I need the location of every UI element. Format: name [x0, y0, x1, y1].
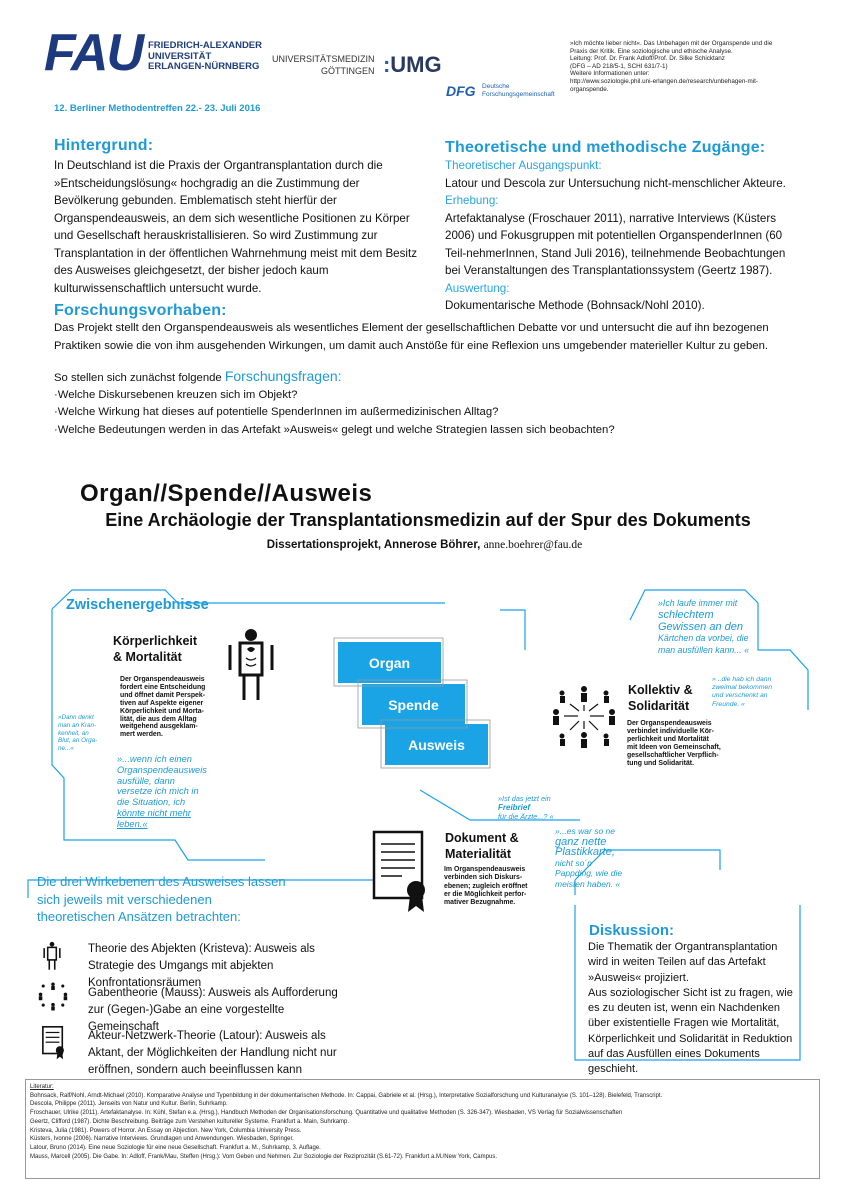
lit-item: Küsters, Ivonne (2006). Narrative Interviews. Grundlagen und Anwendungen. Wiesbaden, Springer. — [30, 1136, 294, 1143]
frage-2: ·Welche Wirkung hat dieses auf potentielle SpenderInnen im außermedizinischen Alltag? — [54, 406, 499, 419]
quote-right-mid: » ..die hab ich dann zweimal bekommen und verschenkt an Freunde. « — [712, 676, 773, 708]
kollektiv-title: Kollektiv & Solidarität — [628, 683, 693, 713]
zwischen-title: Zwischenergebnisse — [66, 597, 209, 613]
wirkebene-3: Akteur-Netzwerk-Theorie (Latour): Ausweis als Aktant, der Möglichkeiten der Handlung nicht nur eröffnen, sondern auch beeinflussen kann — [88, 1030, 337, 1076]
koerper-title: Körperlichkeit & Mortalität — [113, 634, 198, 664]
main-title: Organ//Spende//Ausweis — [80, 480, 373, 507]
bar-ausweis: Ausweis — [385, 724, 488, 765]
ausgangspunkt-label: Theoretischer Ausgangspunkt: — [445, 159, 602, 172]
lit-item: Froschauer, Ulrike (2011). Artefaktanalyse. In: Kühl, Stefan e.a. (Hrsg.), Handbuch Methoden der Organisationsforschung. Quantitative und qualitative Methoden (S. 326-347). Wiesbaden, VS Verlag für Sozialwissenschaften — [30, 1110, 623, 1117]
project-info: »Ich möchte lieber nicht«. Das Unbehagen mit der Organspende und die Praxis der Kritik. Eine soziologische und ethische Analyse. Leitung: Prof. Dr. Frank Adloff/Prof. Dr. Silke Schicktanz (DFG – AD 218/5-1, SCHI 631/7-1) Weitere Informationen unter: http://www.soziologie.phil.uni-erlangen.de/research/unbehagen-mit- organspende. — [570, 40, 773, 93]
event-line: 12. Berliner Methodentreffen 22.- 23. Juli 2016 — [54, 103, 261, 114]
quote-plastik: »...es war so ne ganz nette Plastikkarte, nicht so´n Pappding, wie die meisten haben. « — [555, 826, 623, 889]
diskussion-title: Diskussion: — [589, 922, 675, 939]
wirkebene-1: Theorie des Abjekten (Kristeva): Ausweis als Strategie des Umgangs mit abjekten Konfrontationsräumen — [88, 943, 315, 989]
fau-logo: FAU — [44, 24, 142, 82]
fau-name: FRIEDRICH-ALEXANDER UNIVERSITÄT ERLANGEN-NÜRNBERG — [148, 40, 262, 72]
quote-right-top: »Ich laufe immer mit schlechtem Gewissen an den Kärtchen da vorbei, die man ausfüllen kann... « — [658, 598, 749, 656]
literatur-title: Literatur: — [30, 1084, 54, 1090]
wirkebenen-title: Die drei Wirkebenen des Ausweises lassen sich jeweils mit verschiedenen theoretischen Ansätzen betrachten: — [37, 874, 286, 924]
lit-item: Bohnsack, Ralf/Nohl, Arndt-Michael (2010). Komparative Analyse und Typenbildung in der dokumentarischen Methode. In: Cappai, Gabriele et al. (Hrsg.), Interpretative Sozialforschung und Kulturanalyse (S. 101–128). Bielefeld, Transcript. — [30, 1092, 663, 1099]
lit-item: Mauss, Marcell (2005). Die Gabe. In: Adloff, Frank/Mau, Steffen (Hrsg.): Vom Geben und Nehmen. Zur Soziologie der Reziprozität (S.61-72). Frankfurt a.M./New York, Campus. — [30, 1153, 497, 1160]
umg-logo: UNIVERSITÄTSMEDIZIN GÖTTINGEN :UMG — [272, 52, 442, 77]
dokument-text: Im Organspendeausweis verbinden sich Diskurs- ebenen; zugleich eröffnet er die Möglichkeit perfor- mativer Bezugnahme. — [444, 866, 528, 907]
koerper-text: Der Organspendeausweis fordert eine Entscheidung und öffnet damit Perspek- tiven auf Aspekte eigener Körperlichkeit und Morta- lität, die aus dem Alltag weitgehend ausgeklam- mert werden. — [120, 676, 206, 739]
auswertung-label: Auswertung: — [445, 281, 510, 295]
forschungsfragen: So stellen sich zunächst folgende Forschungsfragen: ·Welche Diskursebenen kreuzen sich im Objekt? ·Welche Wirkung hat dieses auf potentielle SpenderInnen im außermedizinischen Alltag? ·Welche Bedeutungen werden in das Artefakt »Ausweis« gelegt und welche Strategien lassen sich beobachten? — [54, 368, 814, 439]
quote-left-small: »Dann denkt man an Kran- kenheit, an Blut, an Orga- ne...« — [58, 714, 98, 753]
frage-1: ·Welche Diskursebenen kreuzen sich im Objekt? — [54, 389, 298, 402]
lit-item: Latour, Bruno (2014). Eine neue Soziologie für eine neue Gesellschaft. Frankfurt a. M., Suhrkamp, 3. Auflage. — [30, 1144, 321, 1151]
wirkebene-2: Gabentheorie (Mauss): Ausweis als Aufforderung zur (Gegen-)Gabe an eine vorgestellte Gemeinschaft — [88, 987, 338, 1033]
hintergrund-text: In Deutschland ist die Praxis der Organtransplantation durch die »Entscheidungslösung« hochgradig an die Zustimmung der Bevölkerung gebunden. Emblematisch steht hierfür der Organspendeausweis, an dem sich wesentliche Positionen zu Körper und Gesellschaft herauskristallisieren. So wird Zustimmung zur Transplantation in der öffentlichen Wahrnehmung meist mit dem Besitz des Ausweises gleichgesetzt, der bisher jedoch kaum kulturwissenschaftlich untersucht wurde. — [54, 159, 418, 295]
ausgangspunkt-text: Latour und Descola zur Untersuchung nicht-menschlicher Akteure. — [445, 176, 786, 190]
document-icon — [372, 830, 436, 914]
community-small-icon — [37, 982, 69, 1014]
community-icon — [548, 684, 620, 756]
author-line: Dissertationsprojekt, Annerose Böhrer, anne.boehrer@fau.de — [266, 539, 583, 551]
erhebung-label: Erhebung: — [445, 194, 499, 207]
lit-item: Geertz, Clifford (1987). Dichte Beschreibung. Beiträge zum Verstehen kultureller Systeme. Frankfurt a. Main, Suhrkamp. — [30, 1118, 350, 1125]
dfg-logo: DFG Deutsche Forschungsgemeinschaft — [446, 82, 555, 99]
lit-item: Descola, Philippe (2011). Jenseits von Natur und Kultur. Berlin, Suhrkamp. — [30, 1101, 228, 1108]
bar-frames — [330, 636, 500, 776]
frage-3: ·Welche Bedeutungen werden in das Artefakt »Ausweis« gelegt und welche Strategien lassen sich beobachten? — [54, 423, 615, 436]
document-small-icon — [42, 1026, 68, 1060]
erhebung-text: Artefaktanalyse (Froschauer 2011), narrative Interviews (Küsters 2006) und Fokusgruppen mit potentiellen OrganspenderInnen (60 Teil-nehmerInnen, Stand Juli 2016), teilnehmende Beobachtungen bei Veranstaltungen des Transplantationssystem (Geertz 1987). — [445, 211, 786, 277]
hintergrund-title: Hintergrund: — [54, 137, 154, 154]
quote-freibrief: »Ist das jetzt ein Freibrief für die Ärzte...? « — [498, 794, 554, 821]
literatur-box — [25, 1079, 820, 1179]
dokument-title: Dokument & Materialität — [445, 831, 519, 861]
subtitle: Eine Archäologie der Transplantationsmedizin auf der Spur des Dokuments — [105, 510, 751, 530]
body-small-icon — [43, 941, 61, 971]
diskussion-text: Die Thematik der Organtransplantation wird in weiten Teilen auf das Artefakt »Ausweis« projiziert. Aus soziologischer Sicht ist zu fragen, wie es zu deuten ist, wenn ein Nachdenken über existentielle Fragen wie Mortalität, Körperlichkeit und Solidarität in Reduktion auf das Ausfüllen eines Dokuments geschieht. — [588, 941, 793, 1076]
forschung-title: Forschungsvorhaben: — [54, 302, 227, 319]
kollektiv-text: Der Organspendeausweis verbindet individuelle Kör- perlichkeit und Mortalität mit Ideen von Gemeinschaft, gesellschaftlicher Verpflich- tung und Solidarität. — [627, 720, 721, 767]
theorie-title: Theoretische und methodische Zugänge: — [445, 139, 766, 156]
quote-left: »...wenn ich einen Organspendeausweis ausfülle, dann versetze ich mich in die Situation, ich könnte nicht mehr leben.« — [117, 754, 207, 829]
lit-item: Kristeva, Julia (1981). Powers of Horror. An Essay on Abjection. New York, Columbia University Press. — [30, 1127, 302, 1134]
auswertung-text: Dokumentarische Methode (Bohnsack/Nohl 2010). — [445, 299, 705, 312]
bar-organ: Organ — [338, 642, 441, 683]
bar-spende: Spende — [362, 684, 465, 725]
forschung-text: Das Projekt stellt den Organspendeausweis als wesentliches Element der gesellschaftlichen Debatte vor und untersucht die auf ihn bezogenen Praktiken sowie die von ihm ausgehenden Wirkungen, um damit auch Anstöße für eine Reflexion uns umgebender materieller Kultur zu geben. — [54, 322, 769, 352]
